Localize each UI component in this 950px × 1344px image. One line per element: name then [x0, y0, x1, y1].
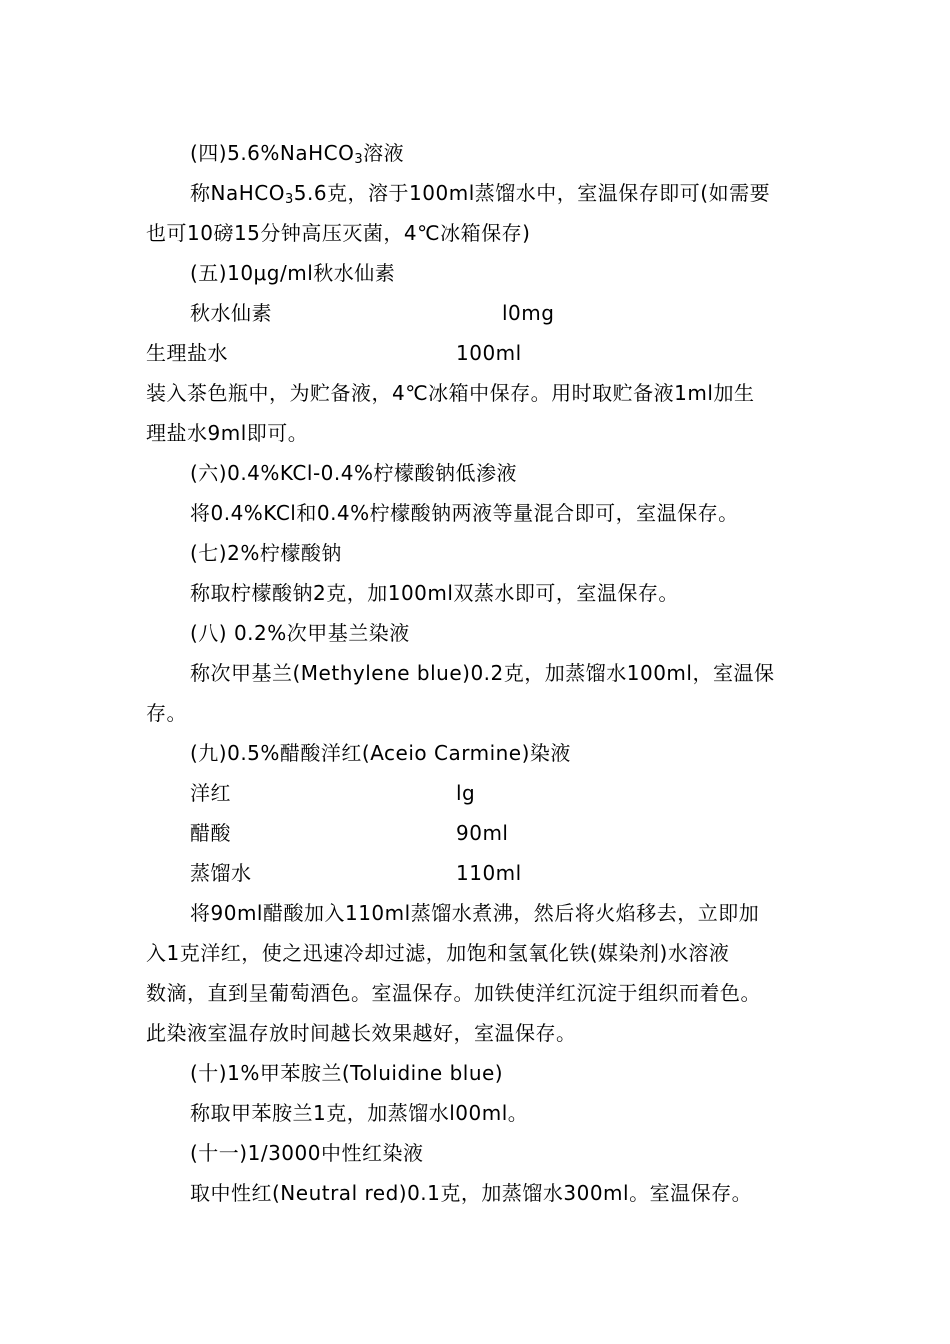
heading-4-text: (四)5.6%NaHCO — [190, 141, 355, 165]
table-label: 醋酸 — [190, 821, 231, 845]
paragraph-line: 此染液室温存放时间越长效果越好，室温保存。 — [146, 1021, 577, 1045]
paragraph-line — [190, 181, 770, 205]
paragraph-line: 装入茶色瓶中，为贮备液，4℃冰箱中保存。用时取贮备液1ml加生 — [146, 381, 755, 405]
subscript-3: 3 — [284, 192, 294, 207]
paragraph-line: 也可10磅15分钟高压灭菌，4℃冰箱保存) — [146, 221, 531, 245]
heading-5: (五)10μg/ml秋水仙素 — [190, 261, 396, 285]
subscript-3: 3 — [354, 152, 364, 167]
paragraph-line: 入1克洋红，使之迅速冷却过滤，加饱和氢氧化铁(媒染剂)水溶液 — [146, 941, 730, 965]
table-label: 生理盐水 — [146, 341, 228, 365]
paragraph-line: 数滴，直到呈葡萄酒色。室温保存。加铁使洋红沉淀于组织而着色。 — [146, 981, 761, 1005]
paragraph-line: 存。 — [146, 701, 187, 725]
heading-8: (八) 0.2%次甲基兰染液 — [190, 621, 410, 645]
paragraph-line: 将90ml醋酸加入110ml蒸馏水煮沸，然后将火焰移去，立即加 — [190, 901, 760, 925]
paragraph-line: 取中性红(Neutral red)0.1克，加蒸馏水300ml。室温保存。 — [190, 1181, 753, 1205]
heading-10: (十)1%甲苯胺兰(Toluidine blue) — [190, 1061, 504, 1085]
heading-6: (六)0.4%KCl-0.4%柠檬酸钠低渗液 — [190, 461, 517, 485]
paragraph-line: 将0.4%KCl和0.4%柠檬酸钠两液等量混合即可，室温保存。 — [190, 501, 739, 525]
heading-4-suffix: 溶液 — [363, 141, 405, 165]
paragraph-line: 称取柠檬酸钠2克，加100ml双蒸水即可，室温保存。 — [190, 581, 679, 605]
table-label: 洋红 — [190, 781, 231, 805]
table-value: l0mg — [502, 301, 555, 325]
table-value: 110ml — [456, 861, 522, 885]
table-label: 秋水仙素 — [190, 301, 272, 325]
heading-4 — [190, 141, 404, 165]
heading-11: (十一)1/3000中性红染液 — [190, 1141, 424, 1165]
table-value: 100ml — [456, 341, 522, 365]
table-value: 90ml — [456, 821, 509, 845]
table-label: 蒸馏水 — [190, 861, 252, 885]
heading-9: (九)0.5%醋酸洋红(Aceio Carmine)染液 — [190, 741, 571, 765]
paragraph-text: 称NaHCO — [190, 181, 285, 205]
paragraph-line: 称次甲基兰(Methylene blue)0.2克，加蒸馏水100ml，室温保 — [190, 661, 775, 685]
paragraph-line: 称取甲苯胺兰1克，加蒸馏水l00ml。 — [190, 1101, 529, 1125]
table-value: lg — [456, 781, 476, 805]
paragraph-text: 5.6克，溶于100ml蒸馏水中，室温保存即可(如需要 — [293, 181, 771, 205]
heading-7: (七)2%柠檬酸钠 — [190, 541, 342, 565]
paragraph-line: 理盐水9ml即可。 — [146, 421, 309, 445]
